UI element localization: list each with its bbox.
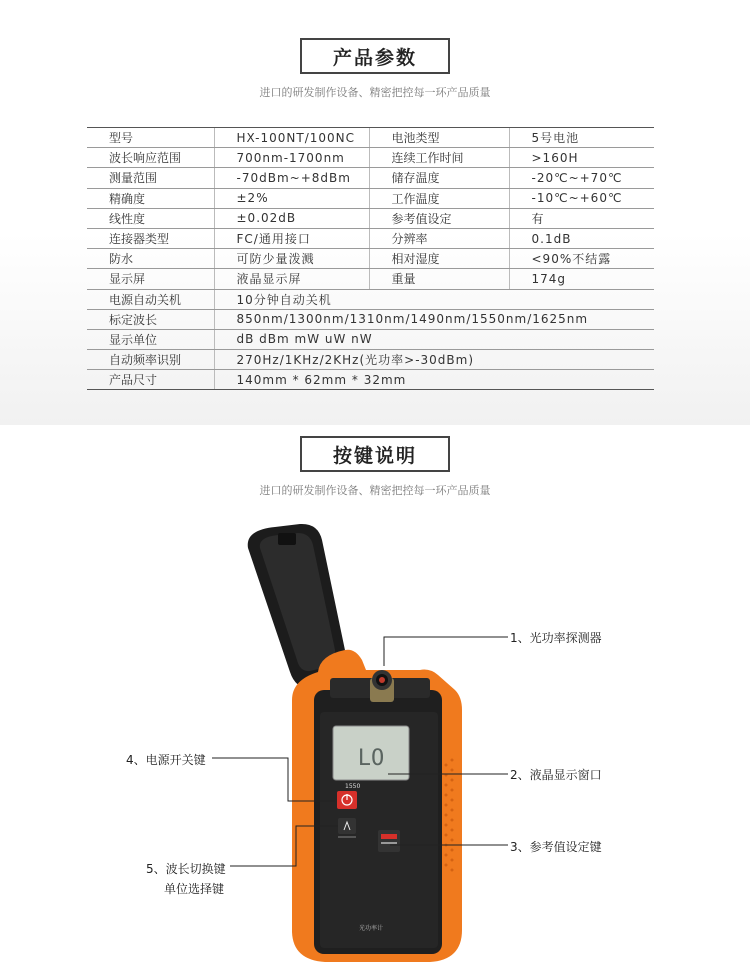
spec-value: 850nm/1300nm/1310nm/1490nm/1550nm/1625nm [214, 309, 654, 329]
spec-row [87, 228, 654, 248]
detector-port [370, 670, 394, 702]
spec-label: 产品尺寸 [87, 370, 214, 390]
spec-value: 270Hz/1KHz/2KHz(光功率>-30dBm) [214, 350, 654, 370]
spec-label: 分辨率 [369, 228, 509, 248]
spec-label: 参考值设定 [369, 208, 509, 228]
spec-row [87, 289, 654, 309]
spec-row [87, 309, 654, 329]
spec-value: 140mm * 62mm * 32mm [214, 370, 654, 390]
spec-row [87, 329, 654, 349]
spec-value: <90%不结露 [509, 249, 654, 269]
spec-value: HX-100NT/100NC [214, 128, 369, 148]
spec-value: ±0.02dB [214, 208, 369, 228]
spec-value: 0.1dB [509, 228, 654, 248]
spec-value: dB dBm mW uW nW [214, 329, 654, 349]
callout-unit-select: 单位选择键 [164, 882, 225, 896]
spec-label: 显示屏 [87, 269, 214, 289]
spec-label: 储存温度 [369, 168, 509, 188]
spec-value: 液晶显示屏 [214, 269, 369, 289]
spec-label: 测量范围 [87, 168, 214, 188]
brand-label: 光功率计 [358, 925, 384, 932]
callout-wavelength: 5、波长切换键 [146, 862, 226, 876]
spec-label: 型号 [87, 128, 214, 148]
spec-label: 工作温度 [369, 188, 509, 208]
spec-label: 波长响应范围 [87, 148, 214, 168]
spec-table [87, 127, 654, 390]
keys-section-title: 按键说明 [300, 436, 450, 472]
spec-label: 重量 [369, 269, 509, 289]
spec-label: 精确度 [87, 188, 214, 208]
spec-value: FC/通用接口 [214, 228, 369, 248]
callout-power: 4、电源开关键 [126, 753, 206, 767]
callout-lcd: 2、液晶显示窗口 [510, 768, 602, 782]
spec-value: -10℃~+60℃ [509, 188, 654, 208]
spec-label: 相对湿度 [369, 249, 509, 269]
spec-label: 连续工作时间 [369, 148, 509, 168]
spec-value: -20℃~+70℃ [509, 168, 654, 188]
spec-label: 线性度 [87, 208, 214, 228]
spec-value: 可防少量泼溅 [214, 249, 369, 269]
lcd-display [333, 726, 409, 780]
spec-value: 5号电池 [509, 128, 654, 148]
spec-label: 连接器类型 [87, 228, 214, 248]
power-meter-illustration [0, 520, 750, 972]
keys-section-subtitle: 进口的研发制作设备、精密把控每一环产品质量 [259, 484, 491, 497]
callout-reference: 3、参考值设定键 [510, 840, 602, 854]
spec-row [87, 370, 654, 390]
spec-value: 10分钟自动关机 [214, 289, 654, 309]
spec-value: 有 [509, 208, 654, 228]
spec-row [87, 168, 654, 188]
spec-value: ±2% [214, 188, 369, 208]
lcd-text: LO [357, 746, 385, 771]
spec-row [87, 148, 654, 168]
spec-row [87, 188, 654, 208]
wavelength-mark: 1550 [345, 783, 361, 790]
reference-button[interactable] [378, 830, 400, 852]
spec-value: 174g [509, 269, 654, 289]
spec-label: 防水 [87, 249, 214, 269]
spec-section-subtitle: 进口的研发制作设备、精密把控每一环产品质量 [259, 86, 491, 99]
spec-section-title: 产品参数 [300, 38, 450, 74]
callout-detector: 1、光功率探测器 [510, 631, 602, 645]
spec-label: 电源自动关机 [87, 289, 214, 309]
spec-value: -70dBm~+8dBm [214, 168, 369, 188]
spec-label: 标定波长 [87, 309, 214, 329]
spec-row [87, 249, 654, 269]
spec-label: 显示单位 [87, 329, 214, 349]
spec-label: 电池类型 [369, 128, 509, 148]
spec-row [87, 128, 654, 148]
spec-row [87, 269, 654, 289]
spec-value: 700nm-1700nm [214, 148, 369, 168]
spec-row [87, 208, 654, 228]
spec-label: 自动频率识别 [87, 350, 214, 370]
spec-value: >160H [509, 148, 654, 168]
spec-row [87, 350, 654, 370]
